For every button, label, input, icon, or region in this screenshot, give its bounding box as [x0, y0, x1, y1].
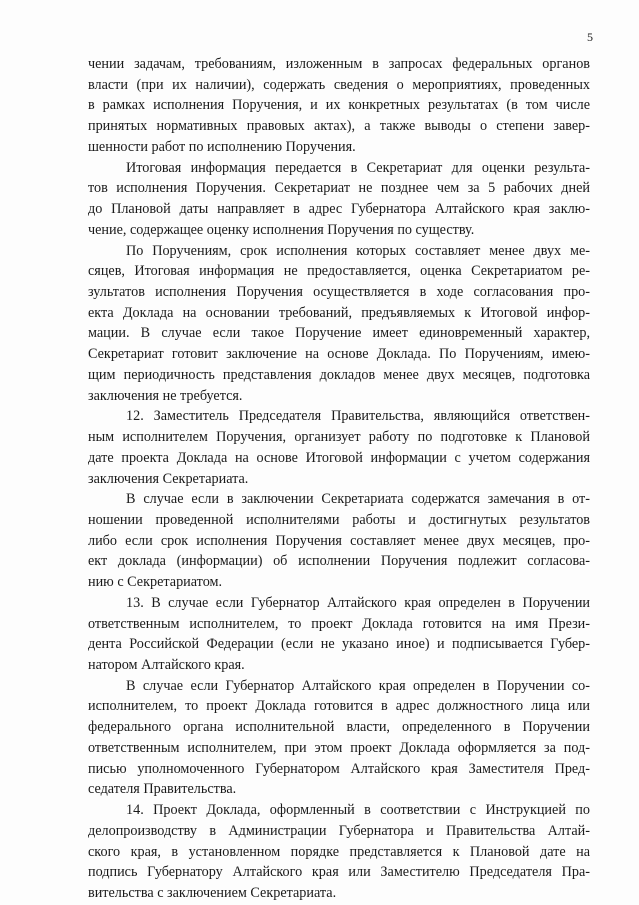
text-line: 14. Проект Доклада, оформленный в соответствии с Инструкцией по: [126, 802, 590, 819]
text-line: Секретариат готовит заключение на основе Доклада. По Поручениям, имею-: [88, 346, 590, 363]
text-line: По Поручениям, срок исполнения которых составляет менее двух ме-: [126, 242, 590, 259]
text-line: дате проекта Доклада на основе Итоговой информации с учетом содержания: [88, 449, 590, 466]
text-line: нию с Секретариатом.: [88, 574, 223, 591]
text-line: ответственным исполнителем, при этом проект Доклада оформляется за под-: [88, 739, 590, 756]
text-line: чении задачам, требованиям, изложенным в запросах федеральных органов: [88, 56, 590, 72]
text-line: В случае если в заключении Секретариата содержатся замечания в от-: [126, 491, 590, 508]
text-line: ответственным исполнителем, то проект Доклада готовится на имя Прези-: [88, 615, 590, 632]
text-line: Итоговая информация передается в Секретариат для оценки результа-: [126, 159, 590, 176]
text-line: до Плановой даты направляет в адрес Губернатора Алтайского края заклю-: [88, 201, 590, 218]
text-line: 13. В случае если Губернатор Алтайского края определен в Поручении: [126, 594, 590, 611]
text-line: в рамках исполнения Поручения, и их конкретных результатах (в том числе: [88, 97, 590, 114]
text-line: щим периодичность представления докладов менее двух месяцев, подготовка: [88, 366, 590, 383]
text-line: дента Российской Федерации (если не указано иное) и подписывается Губер-: [88, 636, 590, 653]
text-line: мации. В случае если такое Поручение имеет единовременный характер,: [88, 325, 590, 342]
text-line: шенности работ по исполнению Поручения.: [88, 138, 356, 155]
text-line: В случае если Губернатор Алтайского края определен в Поручении со-: [126, 677, 590, 694]
text-line: исполнителем, то проект Доклада готовится в адрес должностного лица или: [88, 698, 590, 715]
text-line: федерального органа исполнительной власти, определенного в Поручении: [88, 719, 590, 736]
text-line: вительства с заключением Секретариата.: [88, 885, 337, 901]
text-line: натором Алтайского края.: [88, 657, 245, 674]
text-line: ношении проведенной исполнителями работы и достигнутых результатов: [88, 511, 590, 528]
text-line: тов исполнения Поручения. Секретариат не позднее чем за 5 рабочих дней: [88, 180, 590, 197]
text-line: делопроизводству в Администрации Губернатора и Правительства Алтай-: [88, 822, 590, 839]
text-line: ского края, в установленном порядке представляется к Плановой дате на: [88, 843, 590, 860]
page-number: 5: [587, 30, 593, 44]
text-line: заключения не требуется.: [88, 387, 243, 404]
text-line: зультатов исполнения Поручения осуществляется в ходе согласования про-: [88, 283, 590, 300]
text-line: принятых нормативных правовых актах), а также выводы о степени завер-: [88, 118, 590, 135]
text-line: 12. Заместитель Председателя Правительства, являющийся ответствен-: [126, 408, 590, 425]
text-line: власти (при их наличии), содержать сведения о мероприятиях, проведенных: [88, 76, 590, 93]
text-line: сяцев, Итоговая информация не предоставляется, оценка Секретариатом ре-: [88, 263, 590, 280]
text-line: ект доклада (информации) об исполнении Поручения подлежит согласова-: [88, 553, 590, 570]
text-line: писью уполномоченного Губернатором Алтайского края Заместителя Пред-: [88, 760, 590, 777]
text-line: ным исполнителем Поручения, организует работу по подготовке к Плановой: [88, 429, 590, 446]
text-line: подпись Губернатору Алтайского края или Заместителю Председателя Пра-: [88, 864, 590, 881]
text-line: либо если срок исполнения Поручения составляет менее двух месяцев, про-: [88, 532, 590, 549]
text-line: чение, содержащее оценку исполнения Поручения по существу.: [88, 221, 475, 238]
text-line: екта Доклада на основании требований, предъявляемых к Итоговой инфор-: [88, 304, 590, 321]
text-line: заключения Секретариата.: [88, 470, 249, 487]
text-line: седателя Правительства.: [88, 781, 237, 798]
